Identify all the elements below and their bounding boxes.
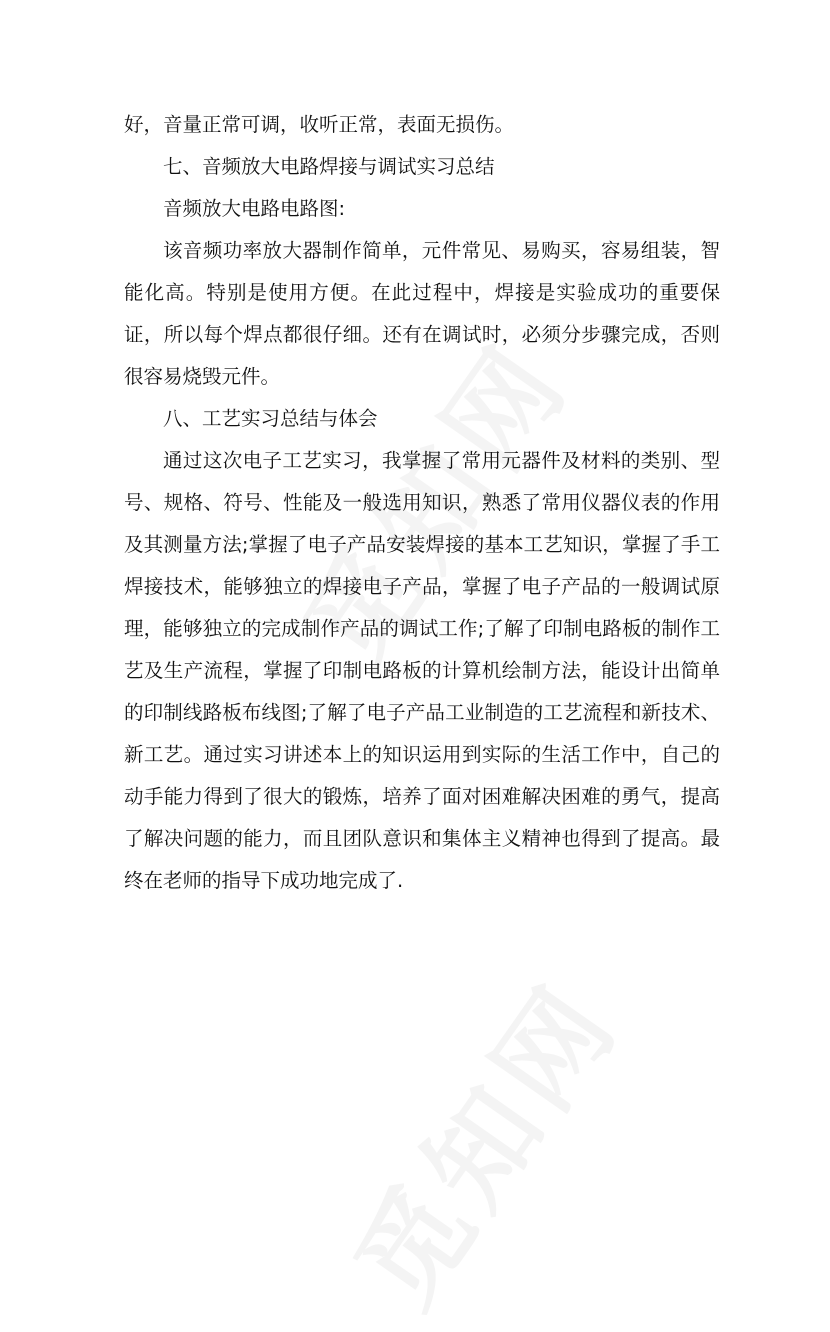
circuit-diagram-caption: 音频放大电路电路图: — [163, 197, 346, 220]
paragraph-internship-summary: 通过这次电子工艺实习，我掌握了常用元器件及材料的类别、型号、规格、符号、性能及一般选用知识，熟悉了常用仪器仪表的作用及其测量方法;掌握了电子产品安装焊接的基本工艺知识，掌握了手工焊接技术，能够独立的焊接电子产品，掌握了电子产品的一般调试原理，能够独立的完成制作产品的调试工作;了解了印制电路板的制作工艺及生产流程，掌握了印制电路板的计算机绘制方法，能设计出简单的印制线路板布线图;了解了电子产品工业制造的工艺流程和新技术、新工艺。通过实习讲述本上的知识运用到实际的生活工作中，自己的动手能力得到了很大的锻炼，培养了面对困难解决困难的勇气，提高了解决问题的能力，而且团队意识和集体主义精神也得到了提高。最终在老师的指导下成功地完成了. — [124, 449, 720, 892]
paragraph-continuation: 好，音量正常可调，收听正常，表面无损伤。 — [124, 113, 515, 136]
watermark-logo — [312, 946, 648, 1332]
document-body — [124, 104, 720, 902]
paragraph-amplifier-summary: 该音频功率放大器制作简单，元件常见、易购买，容易组装，智能化高。特别是使用方便。在此过程中，焊接是实验成功的重要保证，所以每个焊点都很仔细。还有在调试时，必须分步骤完成，否则很容易烧毁元件。 — [124, 239, 720, 388]
section-heading-eight: 八、工艺实习总结与体会 — [163, 407, 378, 430]
section-heading-seven: 七、音频放大电路焊接与调试实习总结 — [163, 155, 495, 178]
